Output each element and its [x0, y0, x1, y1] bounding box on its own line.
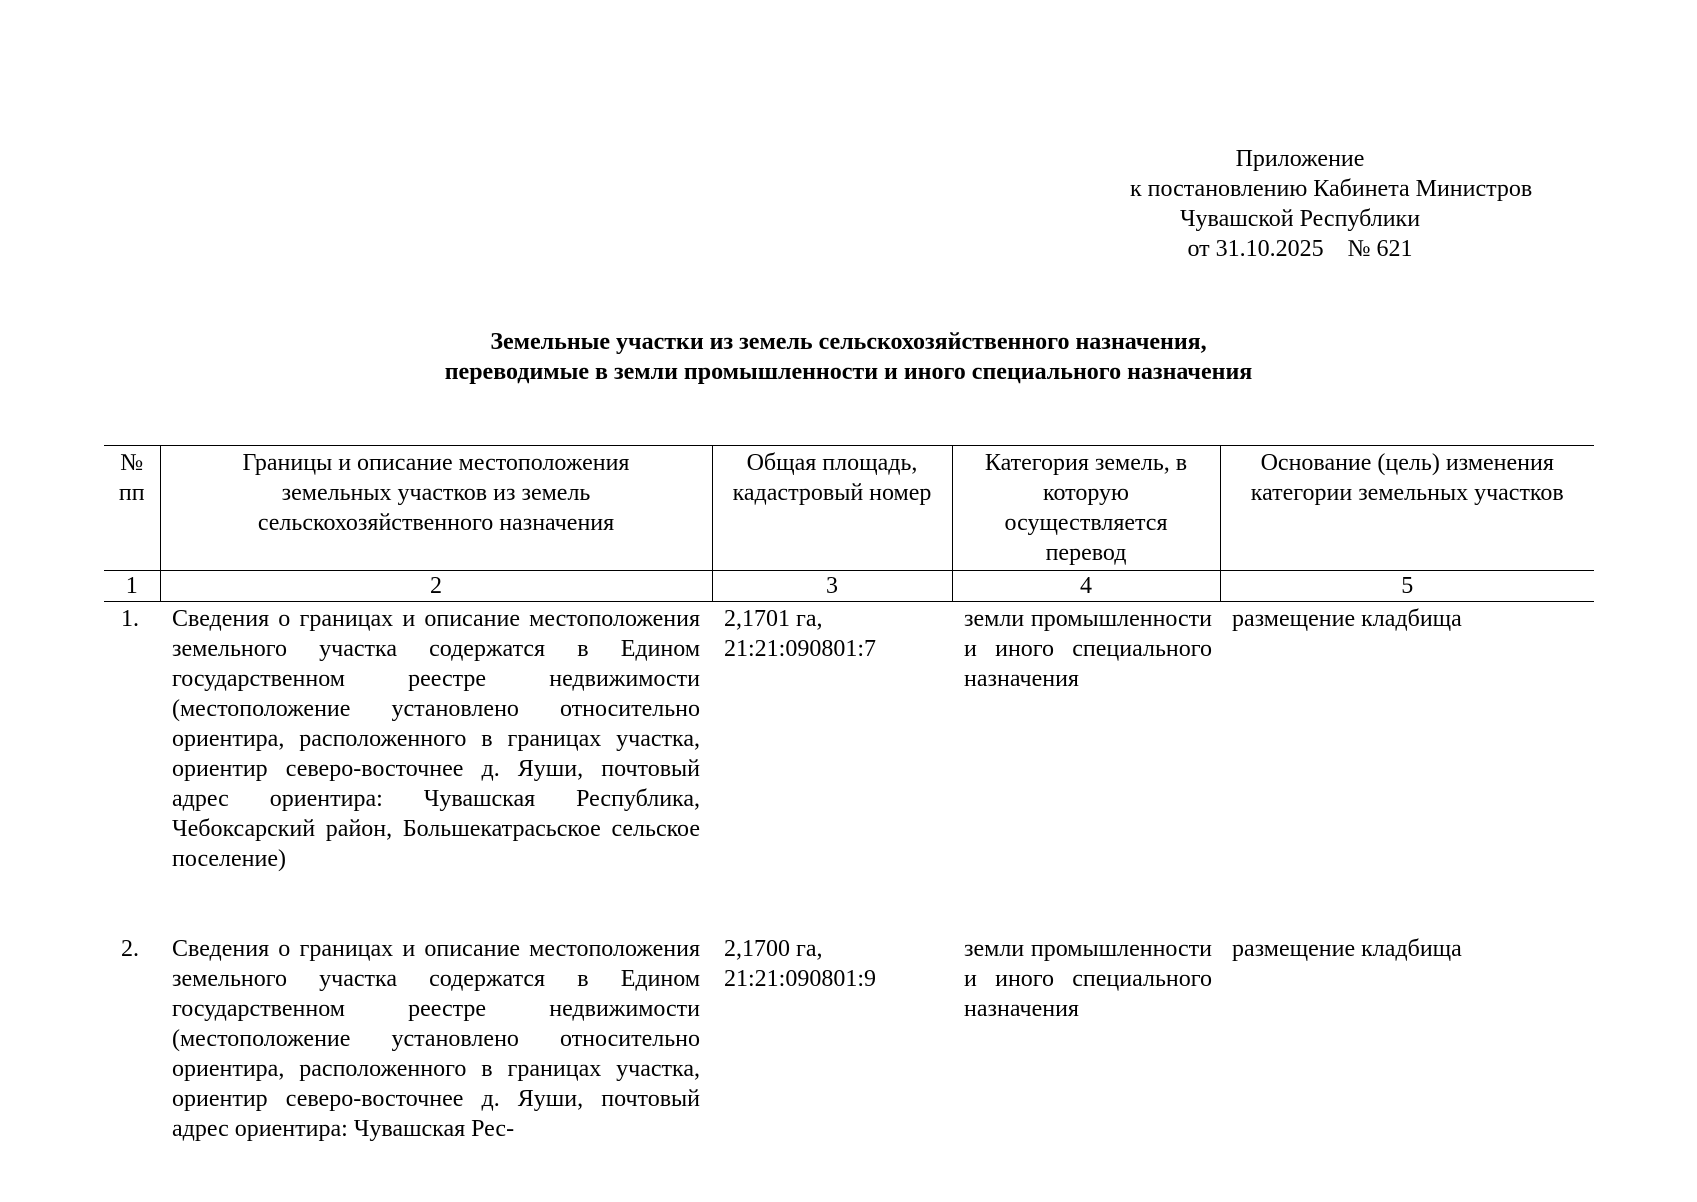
row-area: 2,1700 га,: [724, 936, 823, 962]
row-cadastral-number: 21:21:090801:7: [724, 636, 877, 662]
row-cadastral-number: 21:21:090801:9: [724, 966, 877, 992]
appendix-date-number: от 31.10.2025 № 621: [1187, 236, 1413, 262]
row-basis: размещение кладбища: [1232, 606, 1462, 632]
row-number: 2.: [121, 936, 139, 962]
row-description: Сведения о границах и описание местоположения земельного участка содержатся в Едином государственном реестре недвижимости (местоположение установлено относительно ориентира, расположенного в границах участка, ориентир северо-восточнее д. Яуши, почтовый адрес ориентира: Чувашская Рес-: [172, 936, 700, 1142]
row-category: земли промышленности и иного специального назначения: [964, 936, 1212, 1022]
appendix-block: [1130, 144, 1533, 264]
row-area-cadastral: [712, 932, 952, 1202]
row-area-cadastral: [712, 602, 952, 933]
row-area: 2,1701 га,: [724, 606, 823, 632]
table-header-row: [104, 446, 1594, 571]
column-number: 3: [712, 571, 952, 602]
table-row: [104, 932, 1594, 1202]
land-plots-table: [104, 445, 1594, 1202]
header-number: № пп: [104, 446, 160, 571]
header-category: Категория земель, в которую осуществляется перевод: [952, 446, 1220, 571]
appendix-line: Чувашской Республики: [1179, 206, 1421, 232]
column-number: 1: [104, 571, 160, 602]
column-number: 2: [160, 571, 712, 602]
column-number: 5: [1220, 571, 1594, 602]
row-category: земли промышленности и иного специального назначения: [964, 606, 1212, 692]
header-area: Общая площадь, кадастровый номер: [712, 446, 952, 571]
column-numbers-row: [104, 571, 1594, 602]
row-basis: размещение кладбища: [1232, 936, 1462, 962]
column-number: 4: [952, 571, 1220, 602]
title-line: переводимые в земли промышленности и иного специального назначения: [444, 359, 1253, 385]
row-description: Сведения о границах и описание местоположения земельного участка содержатся в Едином государственном реестре недвижимости (местоположение установлено относительно ориентира, расположенного в границах участка, ориентир северо-восточнее д. Яуши, почтовый адрес ориентира: Чувашская Республика, Чебоксарский район, Большекатрасьское сельское поселение): [172, 606, 700, 872]
row-number: 1.: [121, 606, 139, 632]
appendix-line: к постановлению Кабинета Министров: [1130, 176, 1533, 202]
appendix-line: Приложение: [1235, 146, 1365, 172]
document-title: [300, 327, 1397, 387]
header-basis: Основание (цель) изменения категории земельных участков: [1220, 446, 1594, 571]
title-line: Земельные участки из земель сельскохозяйственного назначения,: [490, 329, 1207, 355]
header-description: Границы и описание местоположения земельных участков из земель сельскохозяйственного назначения: [160, 446, 712, 571]
table-row: [104, 602, 1594, 933]
